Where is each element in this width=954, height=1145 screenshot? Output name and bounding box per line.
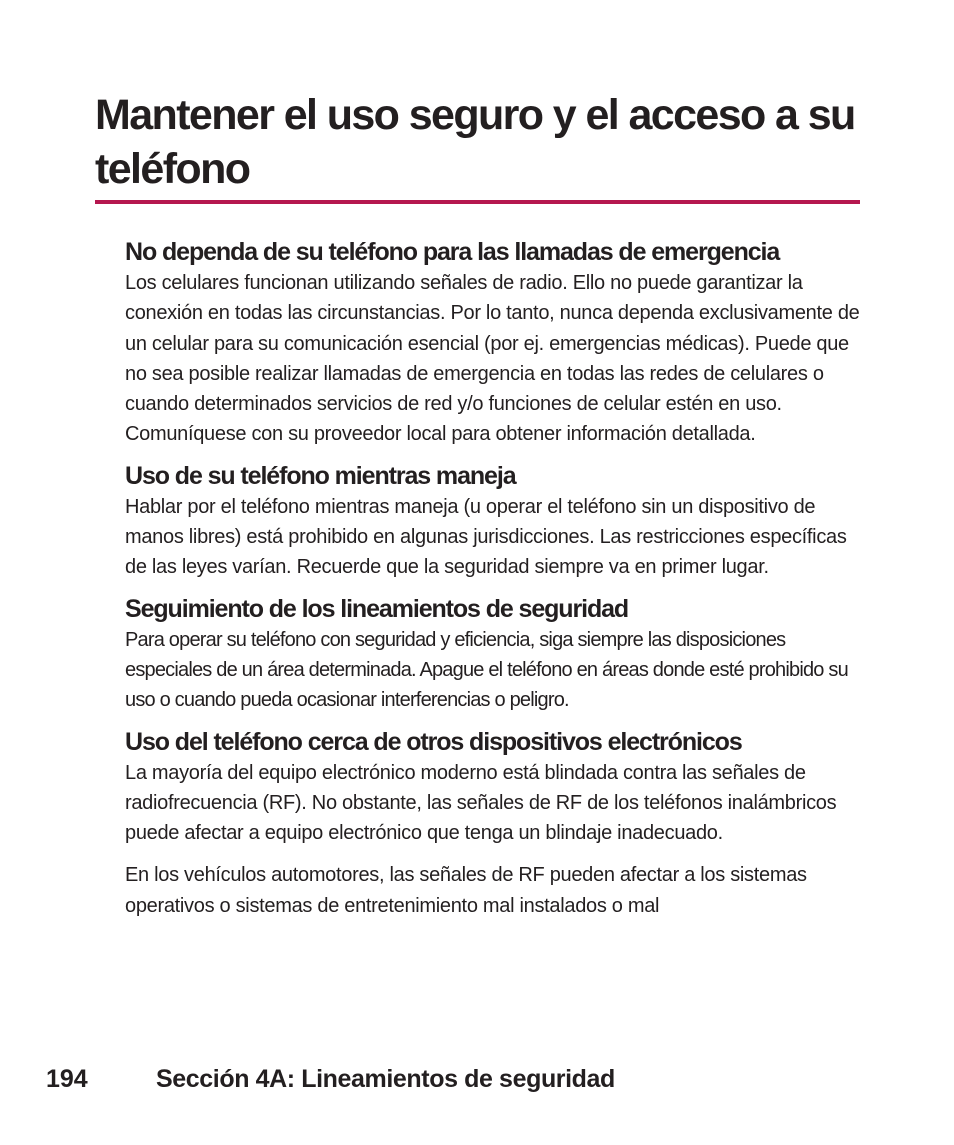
footer-section-label: Sección 4A: Lineamientos de seguridad	[156, 1065, 615, 1093]
page-title: Mantener el uso seguro y el acceso a su teléfono	[95, 91, 855, 193]
page-footer	[46, 1063, 615, 1095]
section-heading: Uso del teléfono cerca de otros dispositivos electrónicos	[125, 727, 742, 756]
section-paragraph: Hablar por el teléfono mientras maneja (u operar el teléfono sin un dispositivo de manos libres) está prohibido en algunas jurisdicciones. Las restricciones específicas de las leyes varían. Recuerde que la seguridad siempre va en primer lugar.	[125, 495, 847, 579]
section-paragraph: En los vehículos automotores, las señales de RF pueden afectar a los sistemas operativos o sistemas de entretenimiento mal instalados o mal	[125, 864, 807, 917]
section-electronic-devices	[125, 726, 865, 921]
section-emergency-calls	[125, 236, 865, 450]
section-heading: Seguimiento de los lineamientos de seguridad	[125, 594, 629, 623]
section-heading: No dependa de su teléfono para las llamadas de emergencia	[125, 238, 780, 266]
section-driving	[125, 460, 865, 583]
title-divider	[95, 200, 860, 204]
main-content	[125, 236, 865, 931]
section-heading: Uso de su teléfono mientras maneja	[125, 461, 516, 490]
section-paragraph: La mayoría del equipo electrónico moderno está blindada contra las señales de radiofrecuencia (RF). No obstante, las señales de RF de los teléfonos inalámbricos puede afectar a equipo electrónico que tenga un blindaje inadecuado.	[125, 761, 837, 845]
section-paragraph: Para operar su teléfono con seguridad y eficiencia, siga siempre las disposiciones especiales de un área determinada. Apague el teléfono en áreas donde esté prohibido su uso o cuando pueda ocasionar interferencias o peligro.	[125, 628, 848, 712]
page-number: 194	[46, 1065, 88, 1093]
section-safety-guidelines	[125, 593, 865, 716]
section-paragraph: Los celulares funcionan utilizando señales de radio. Ello no puede garantizar la conexión en todas las circunstancias. Por lo tanto, nunca dependa exclusivamente de un celular para su comunicación esencial (por ej. emergencias médicas). Puede que no sea posible realizar llamadas de emergencia en todas las redes de celulares o cuando determinados servicios de red y/o funciones de celular estén en uso. Comuníquese con su proveedor local para obtener información detallada.	[125, 272, 860, 446]
